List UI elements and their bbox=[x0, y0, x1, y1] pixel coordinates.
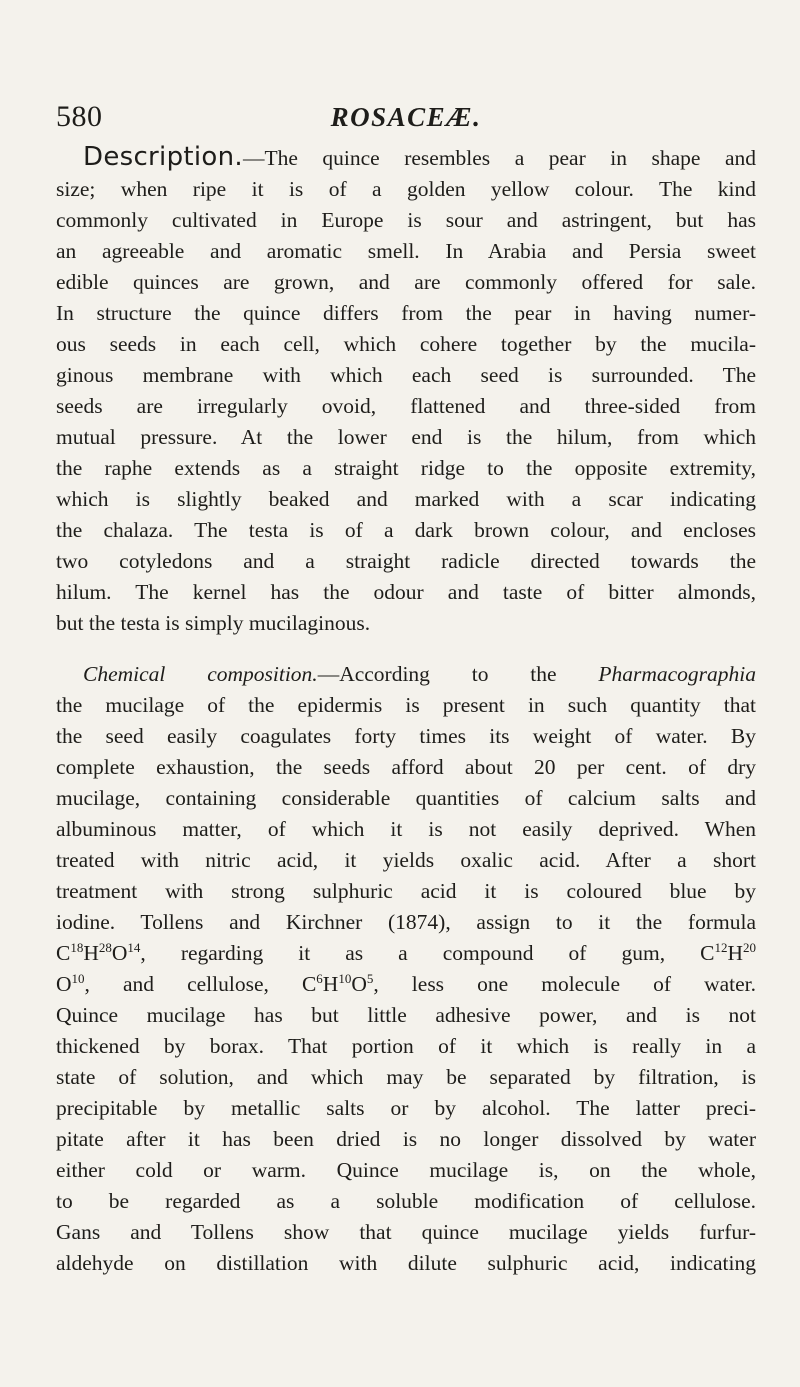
text-line: precipitable by metallic salts or by alcohol. The latter preci- bbox=[56, 1096, 756, 1120]
text-line: Quince mucilage has but little adhesive power, and is not bbox=[56, 1003, 756, 1027]
text-line: the mucilage of the epidermis is present in such quantity that bbox=[56, 693, 756, 717]
text-line: Description.—The quince resembles a pear in shape and bbox=[83, 142, 756, 172]
text-line: treated with nitric acid, it yields oxalic acid. After a short bbox=[56, 848, 756, 872]
description-paragraph bbox=[56, 142, 756, 639]
text-line: size; when ripe it is of a golden yellow colour. The kind bbox=[56, 177, 756, 201]
text-line: hilum. The kernel has the odour and taste of bitter almonds, bbox=[56, 580, 756, 604]
text-line: but the testa is simply mucilaginous. bbox=[56, 611, 371, 635]
text-line: either cold or warm. Quince mucilage is, on the whole, bbox=[56, 1158, 756, 1182]
text-line: which is slightly beaked and marked with a scar indicating bbox=[56, 487, 756, 511]
text-line: state of solution, and which may be separated by filtration, is bbox=[56, 1065, 756, 1089]
text-line: the seed easily coagulates forty times its weight of water. By bbox=[56, 724, 756, 748]
text-line: commonly cultivated in Europe is sour and astringent, but has bbox=[56, 208, 756, 232]
text-line: mutual pressure. At the lower end is the hilum, from which bbox=[56, 425, 756, 449]
text-line: iodine. Tollens and Kirchner (1874), assign to it the formula bbox=[56, 910, 756, 934]
text-line: albuminous matter, of which it is not easily deprived. When bbox=[56, 817, 756, 841]
text-line: thickened by borax. That portion of it which is really in a bbox=[56, 1034, 756, 1058]
page-header bbox=[56, 100, 756, 140]
body-text bbox=[56, 142, 756, 1279]
text-line: Gans and Tollens show that quince mucilage yields furfur- bbox=[56, 1220, 756, 1244]
text-line: edible quinces are grown, and are commonly offered for sale. bbox=[56, 270, 756, 294]
text-line: ginous membrane with which each seed is surrounded. The bbox=[56, 363, 756, 387]
text-line: In structure the quince differs from the pear in having numer- bbox=[56, 301, 756, 325]
running-head: ROSACEÆ. bbox=[330, 102, 482, 132]
text-line: Chemical composition.—According to the Pharmacographia bbox=[83, 662, 756, 686]
text-line: two cotyledons and a straight radicle directed towards the bbox=[56, 549, 756, 573]
formula-line: $O^{10}$, and cellulose, $C^6H^{10}O^5$, less one molecule of water. bbox=[56, 971, 757, 996]
text-line: complete exhaustion, the seeds afford about 20 per cent. of dry bbox=[56, 755, 756, 779]
text-line: treatment with strong sulphuric acid it is coloured blue by bbox=[56, 879, 756, 903]
text-line: ous seeds in each cell, which cohere together by the mucila- bbox=[56, 332, 756, 356]
pharmacographia-reference: Pharmacographia bbox=[598, 662, 756, 686]
page-number: 580 bbox=[56, 100, 103, 133]
chemical-composition-paragraph bbox=[56, 659, 756, 1279]
text-line: the raphe extends as a straight ridge to the opposite extremity, bbox=[56, 456, 756, 480]
description-heading: Description. bbox=[83, 142, 243, 172]
text-line: seeds are irregularly ovoid, flattened and three-sided from bbox=[56, 394, 756, 418]
text-line: aldehyde on distillation with dilute sulphuric acid, indicating bbox=[56, 1251, 756, 1275]
text-line: an agreeable and aromatic smell. In Arabia and Persia sweet bbox=[56, 239, 756, 263]
chemical-composition-heading: Chemical composition. bbox=[83, 662, 318, 686]
text-line: to be regarded as a soluble modification of cellulose. bbox=[56, 1189, 756, 1213]
formula-line: $C^{18}H^{28}O^{14}$, regarding it as a compound of gum, $C^{12}H^{20}$ bbox=[56, 940, 756, 965]
text-line: pitate after it has been dried is no longer dissolved by water bbox=[56, 1127, 756, 1151]
text-line: mucilage, containing considerable quantities of calcium salts and bbox=[56, 786, 756, 810]
text-line: the chalaza. The testa is of a dark brown colour, and encloses bbox=[56, 518, 756, 542]
